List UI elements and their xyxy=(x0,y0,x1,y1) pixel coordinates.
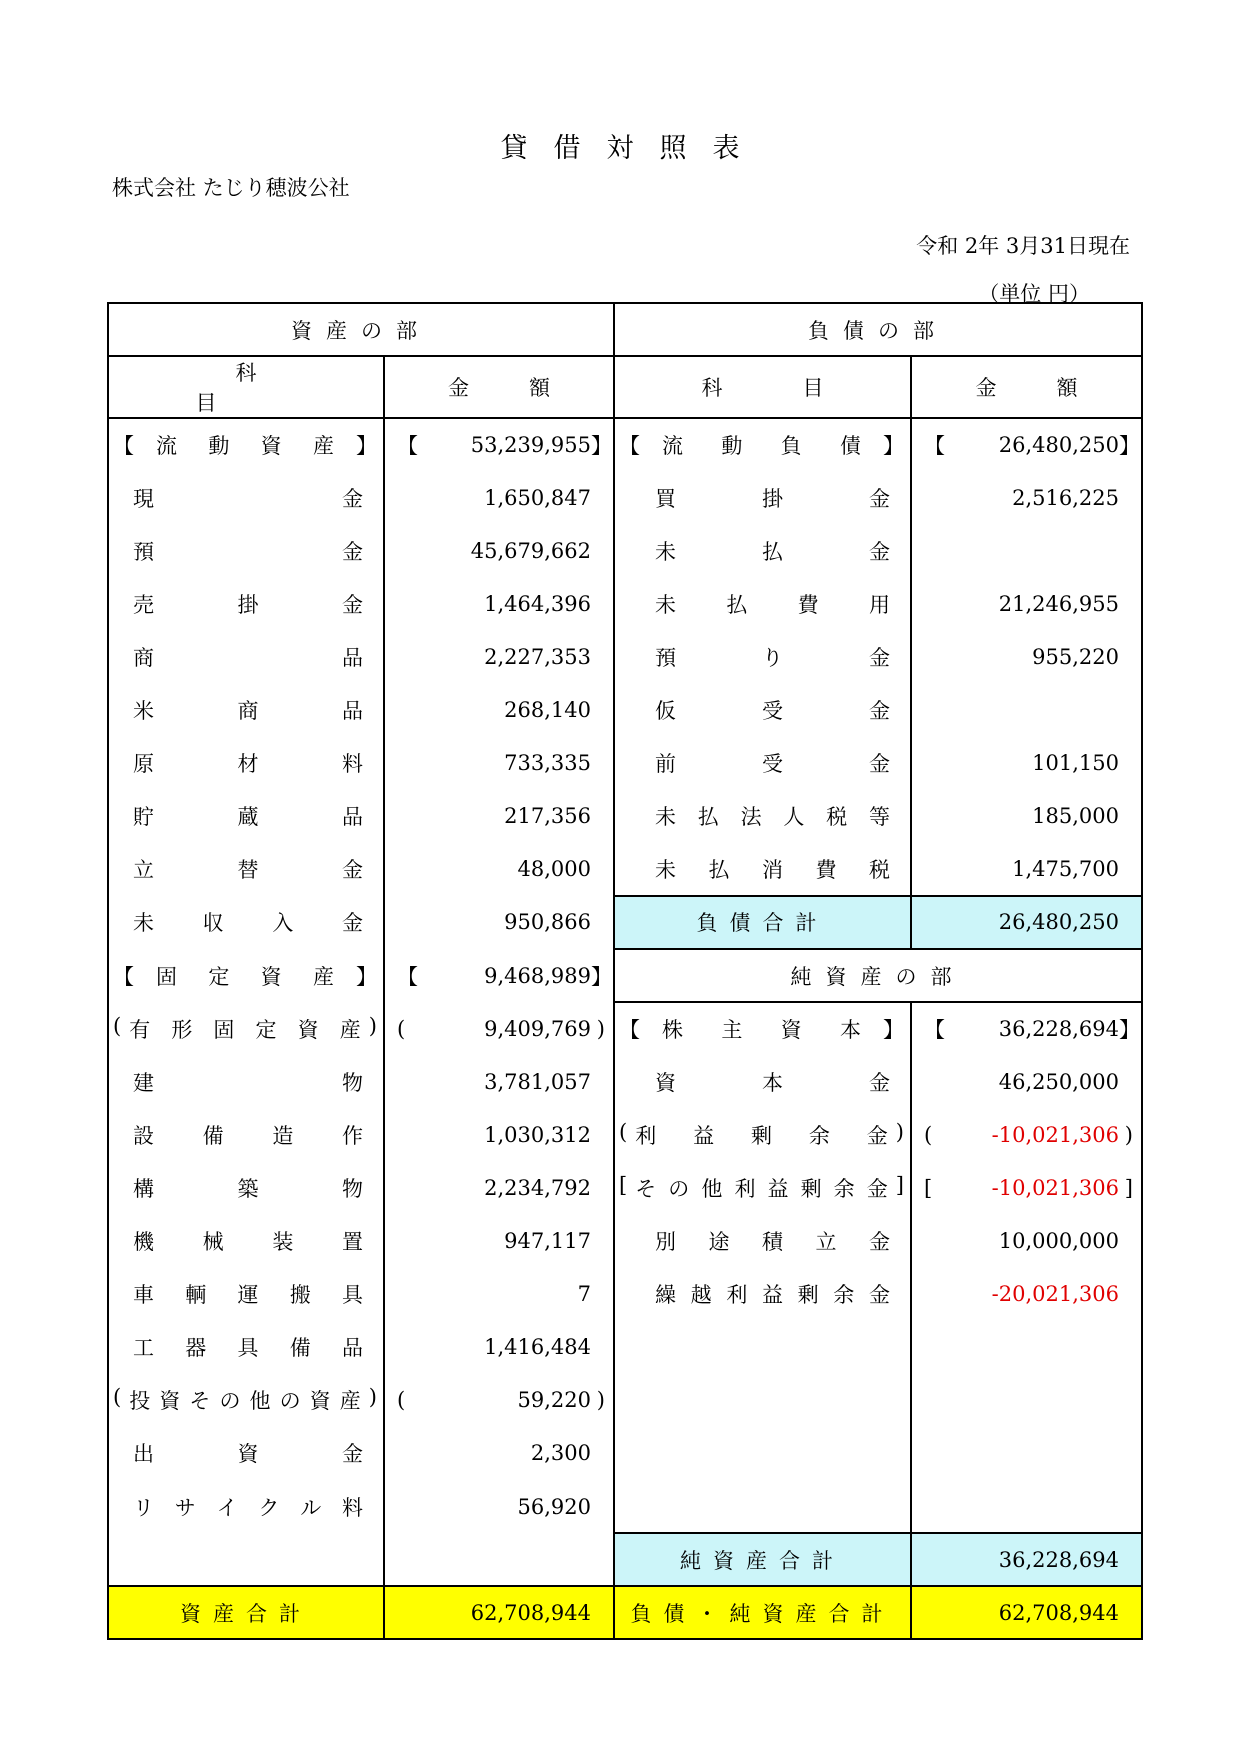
account-name: そ の 他 利 益 剰 余 金 xyxy=(635,1176,888,1201)
account-label xyxy=(614,1108,911,1161)
account-label xyxy=(614,1321,911,1374)
account-label: 商 品 xyxy=(108,630,384,683)
account-label: 預 金 xyxy=(108,524,384,577)
open-bracket: 【 xyxy=(113,434,134,459)
close-bracket: 】 xyxy=(883,1018,904,1043)
account-amount xyxy=(911,684,1142,737)
account-label: 工 器 具 備 品 xyxy=(108,1321,384,1374)
table-row xyxy=(108,577,1142,630)
table-row xyxy=(108,684,1142,737)
account-amount xyxy=(384,1533,614,1586)
account-amount: ( 9,409,769 ) xyxy=(384,1002,614,1055)
account-amount xyxy=(911,1374,1142,1427)
account-label: 未 払 法 人 税 等 xyxy=(614,790,911,843)
table-row xyxy=(108,1533,1142,1586)
account-amount: 【 36,228,694 】 xyxy=(911,1002,1142,1055)
account-amount xyxy=(911,1321,1142,1374)
table-row xyxy=(108,790,1142,843)
account-name: 流 動 負 債 xyxy=(662,434,861,459)
account-label: リ サ イ ク ル 料 xyxy=(108,1480,384,1533)
table-row xyxy=(108,737,1142,790)
account-amount: 947,117 xyxy=(384,1215,614,1268)
table-row xyxy=(108,843,1142,896)
account-label xyxy=(108,418,384,471)
account-amount: 185,000 xyxy=(911,790,1142,843)
assets-amount-header: 金額 xyxy=(384,356,614,418)
account-label xyxy=(614,1002,911,1055)
account-label: 立 替 金 xyxy=(108,843,384,896)
account-label: 未 払 金 xyxy=(614,524,911,577)
open-bracket: [ xyxy=(619,1172,628,1197)
account-label: 車 輌 運 搬 具 xyxy=(108,1268,384,1321)
liab-net-total-amount: 62,708,944 xyxy=(911,1586,1142,1639)
close-bracket: 】 xyxy=(356,434,377,459)
account-label: 建 物 xyxy=(108,1055,384,1108)
assets-item-header: 科目 xyxy=(108,356,384,418)
account-label: 米 商 品 xyxy=(108,684,384,737)
account-label: 預 り 金 xyxy=(614,630,911,683)
account-label xyxy=(108,1002,384,1055)
account-amount: 2,234,792 xyxy=(384,1161,614,1214)
table-row xyxy=(108,949,1142,1002)
table-row xyxy=(108,1002,1142,1055)
open-bracket: 【 xyxy=(619,434,640,459)
company-name: 株式会社 たじり穂波公社 xyxy=(112,176,350,200)
account-amount: 7 xyxy=(384,1268,614,1321)
account-name: 株 主 資 本 xyxy=(662,1018,861,1043)
account-label: 未 払 費 用 xyxy=(614,577,911,630)
account-label: 未 払 消 費 税 xyxy=(614,843,911,896)
account-amount: 1,464,396 xyxy=(384,577,614,630)
table-row xyxy=(108,630,1142,683)
open-bracket: 【 xyxy=(619,1018,640,1043)
account-amount: 1,030,312 xyxy=(384,1108,614,1161)
table-row xyxy=(108,1161,1142,1214)
account-name: 利 益 剰 余 金 xyxy=(635,1123,888,1148)
document-title: 貸借対照表 xyxy=(500,133,766,164)
account-label: 出 資 金 xyxy=(108,1427,384,1480)
account-label: 未 収 入 金 xyxy=(108,896,384,949)
table-row xyxy=(108,471,1142,524)
account-label xyxy=(614,1161,911,1214)
account-amount: 【 26,480,250 】 xyxy=(911,418,1142,471)
unit-label: （単位 円） xyxy=(978,282,1090,306)
close-bracket: 】 xyxy=(883,434,904,459)
account-label xyxy=(614,1427,911,1480)
account-label xyxy=(108,1374,384,1427)
liabilities-section-header: 負債の部 xyxy=(614,303,1142,356)
account-amount: ( -10,021,306 ) xyxy=(911,1108,1142,1161)
table-row xyxy=(108,1268,1142,1321)
account-label xyxy=(108,1533,384,1586)
account-amount xyxy=(911,524,1142,577)
account-label: 資 本 金 xyxy=(614,1055,911,1108)
account-label: 繰 越 利 益 剰 余 金 xyxy=(614,1268,911,1321)
account-label: 設 備 造 作 xyxy=(108,1108,384,1161)
close-bracket: ) xyxy=(368,1013,377,1038)
account-name: 有 形 固 定 資 産 xyxy=(129,1017,361,1042)
account-label: 貯 蔵 品 xyxy=(108,790,384,843)
account-amount: 217,356 xyxy=(384,790,614,843)
balance-sheet-table xyxy=(107,302,1143,1640)
liab-amount-header: 金額 xyxy=(911,356,1142,418)
subtotal-label: 純資産合計 xyxy=(614,1533,911,1586)
close-bracket: ] xyxy=(895,1172,904,1197)
open-bracket: ( xyxy=(619,1119,628,1144)
grand-total-row xyxy=(108,1586,1142,1639)
account-amount: 56,920 xyxy=(384,1480,614,1533)
account-label: 機 械 装 置 xyxy=(108,1215,384,1268)
assets-section-header: 資産の部 xyxy=(108,303,614,356)
close-bracket: ) xyxy=(368,1385,377,1410)
table-row xyxy=(108,524,1142,577)
subtotal-amount: 26,480,250 xyxy=(911,896,1142,949)
account-label xyxy=(614,1480,911,1533)
account-label xyxy=(614,418,911,471)
account-label: 買 掛 金 xyxy=(614,471,911,524)
table-row xyxy=(108,1108,1142,1161)
table-row xyxy=(108,896,1142,949)
table-row xyxy=(108,1321,1142,1374)
account-amount: 【 53,239,955 】 xyxy=(384,418,614,471)
account-amount: 955,220 xyxy=(911,630,1142,683)
close-bracket: ) xyxy=(895,1119,904,1144)
account-amount: 46,250,000 xyxy=(911,1055,1142,1108)
table-row xyxy=(108,1480,1142,1533)
account-amount: 950,866 xyxy=(384,896,614,949)
account-label: 仮 受 金 xyxy=(614,684,911,737)
account-label: 現 金 xyxy=(108,471,384,524)
account-amount: 【 9,468,989 】 xyxy=(384,949,614,1002)
account-amount: 21,246,955 xyxy=(911,577,1142,630)
account-amount: 2,300 xyxy=(384,1427,614,1480)
liab-net-total-label: 負債・純資産合計 xyxy=(614,1586,911,1639)
table-row xyxy=(108,1215,1142,1268)
account-amount: 1,650,847 xyxy=(384,471,614,524)
account-label: 売 掛 金 xyxy=(108,577,384,630)
account-amount: 733,335 xyxy=(384,737,614,790)
account-label xyxy=(108,949,384,1002)
assets-total-amount: 62,708,944 xyxy=(384,1586,614,1639)
liab-item-header: 科目 xyxy=(614,356,911,418)
subtotal-amount: 36,228,694 xyxy=(911,1533,1142,1586)
account-amount: 2,516,225 xyxy=(911,471,1142,524)
account-label xyxy=(614,1374,911,1427)
account-amount: 1,416,484 xyxy=(384,1321,614,1374)
account-label: 構 築 物 xyxy=(108,1161,384,1214)
open-bracket: ( xyxy=(113,1385,122,1410)
table-row xyxy=(108,418,1142,471)
table-row xyxy=(108,1374,1142,1427)
account-label: 別 途 積 立 金 xyxy=(614,1215,911,1268)
report-date: 令和 2年 3月31日現在 xyxy=(916,234,1130,258)
account-name: 固 定 資 産 xyxy=(156,964,334,989)
account-amount: 1,475,700 xyxy=(911,843,1142,896)
account-amount: 48,000 xyxy=(384,843,614,896)
table-row xyxy=(108,1055,1142,1108)
account-amount: 10,000,000 xyxy=(911,1215,1142,1268)
account-label: 原 材 料 xyxy=(108,737,384,790)
account-label: 前 受 金 xyxy=(614,737,911,790)
assets-total-label: 資産合計 xyxy=(108,1586,384,1639)
account-amount: 3,781,057 xyxy=(384,1055,614,1108)
account-amount: 2,227,353 xyxy=(384,630,614,683)
account-amount: [ -10,021,306 ] xyxy=(911,1161,1142,1214)
account-amount xyxy=(911,1480,1142,1533)
account-name: 流 動 資 産 xyxy=(156,434,334,459)
account-name: 投 資 そ の 他 の 資 産 xyxy=(129,1389,361,1414)
table-row xyxy=(108,1427,1142,1480)
open-bracket: 【 xyxy=(113,964,134,989)
account-amount: -20,021,306 xyxy=(911,1268,1142,1321)
account-amount: 45,679,662 xyxy=(384,524,614,577)
subtotal-label: 負債合計 xyxy=(614,896,911,949)
open-bracket: ( xyxy=(113,1013,122,1038)
account-amount: ( 59,220 ) xyxy=(384,1374,614,1427)
account-amount: 268,140 xyxy=(384,684,614,737)
account-amount xyxy=(911,1427,1142,1480)
close-bracket: 】 xyxy=(356,964,377,989)
account-amount: 101,150 xyxy=(911,737,1142,790)
net-assets-section-header: 純資産の部 xyxy=(614,949,1142,1002)
